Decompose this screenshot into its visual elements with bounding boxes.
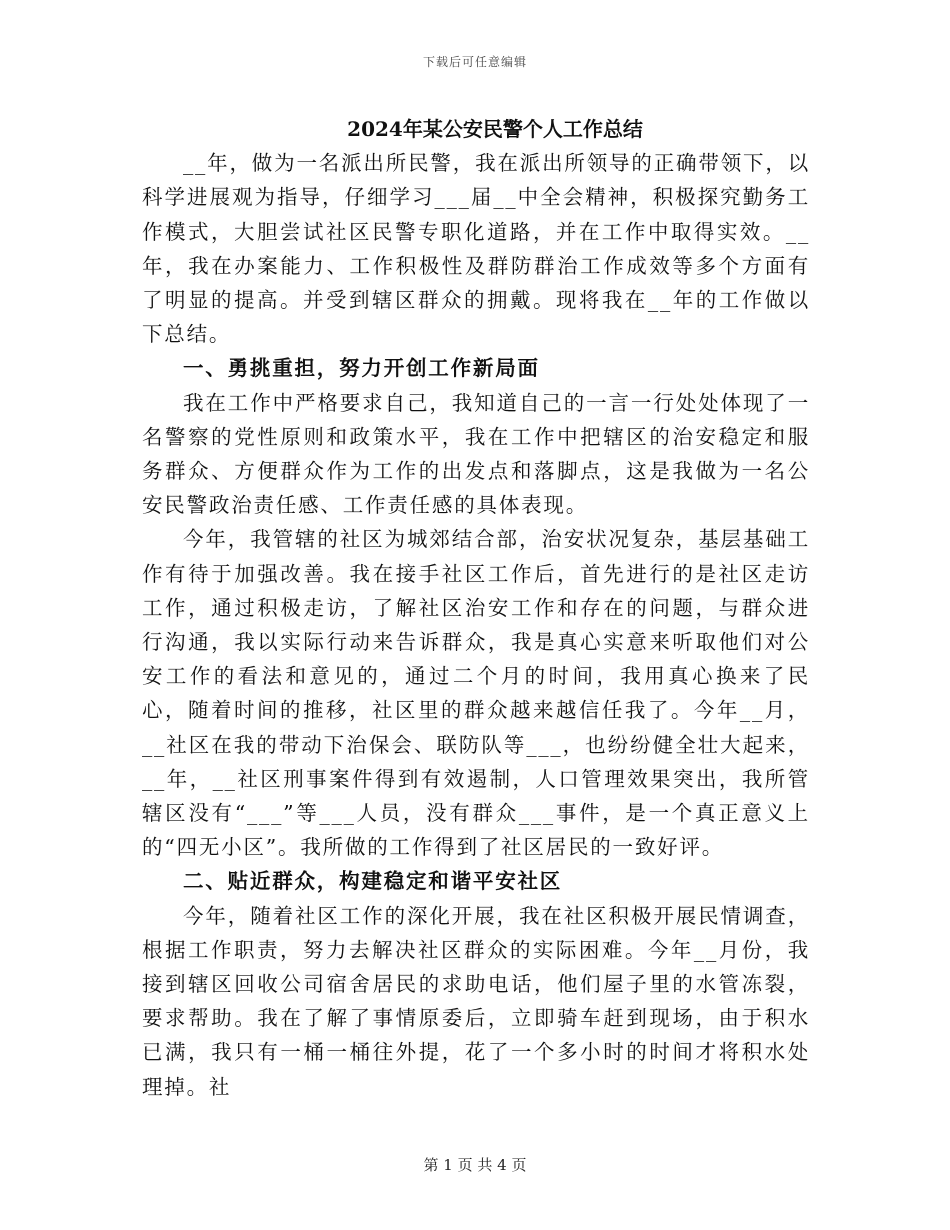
page-header: 下载后可任意编辑 [422, 55, 527, 69]
page-footer: 第 1 页 共 4 页 [423, 1156, 527, 1174]
section-2-paragraph-1: 今年，随着社区工作的深化开展，我在社区积极开展民情调查，根据工作职责，努力去解决社区群众的实际困难。今年__月份，我接到辖区回收公司宿舍居民的求助电话，他们屋子里的水管冻裂，要求帮助。我在了解了事情原委后，立即骑车赶到现场，由于积水已满，我只有一桶一桶往外提，花了一个多小时的时间才将积水处理掉。社 [142, 903, 810, 1099]
section-1-paragraph-2: 今年，我管辖的社区为城郊结合部，治安状况复杂，基层基础工作有待于加强改善。我在接手社区工作后，首先进行的是社区走访工作，通过积极走访，了解社区治安工作和存在的问题，与群众进行沟通，我以实际行动来告诉群众，我是真心实意来听取他们对公安工作的看法和意见的，通过二个月的时间，我用真心换来了民心，随着时间的推移，社区里的群众越来越信任我了。今年__月，__社区在我的带动下治保会、联防队等___，也纷纷健全壮大起来，__年，__社区刑事案件得到有效遏制，人口管理效果突出，我所管辖区没有“___”等___人员，没有群众___事件，是一个真正意义上的“四无小区”。我所做的工作得到了社区居民的一致好评。 [142, 527, 810, 860]
section-heading-2: 二、贴近群众，构建稳定和谐平安社区 [183, 869, 563, 894]
document-title: 2024年某公安民警个人工作总结 [347, 117, 643, 141]
document-body [142, 112, 810, 1104]
intro-paragraph: __年，做为一名派出所民警，我在派出所领导的正确带领下，以科学进展观为指导，仔细学习___届__中全会精神，积极探究勤务工作模式，大胆尝试社区民警专职化道路，并在工作中取得实效。__年，我在办案能力、工作积极性及群防群治工作成效等多个方面有了明显的提高。并受到辖区群众的拥戴。现将我在__年的工作做以下总结。 [142, 151, 810, 347]
section-1-paragraph-1: 我在工作中严格要求自己，我知道自己的一言一行处处体现了一名警察的党性原则和政策水平，我在工作中把辖区的治安稳定和服务群众、方便群众作为工作的出发点和落脚点，这是我做为一名公安民警政治责任感、工作责任感的具体表现。 [142, 390, 810, 518]
section-heading-1: 一、勇挑重担，努力开创工作新局面 [183, 356, 540, 381]
